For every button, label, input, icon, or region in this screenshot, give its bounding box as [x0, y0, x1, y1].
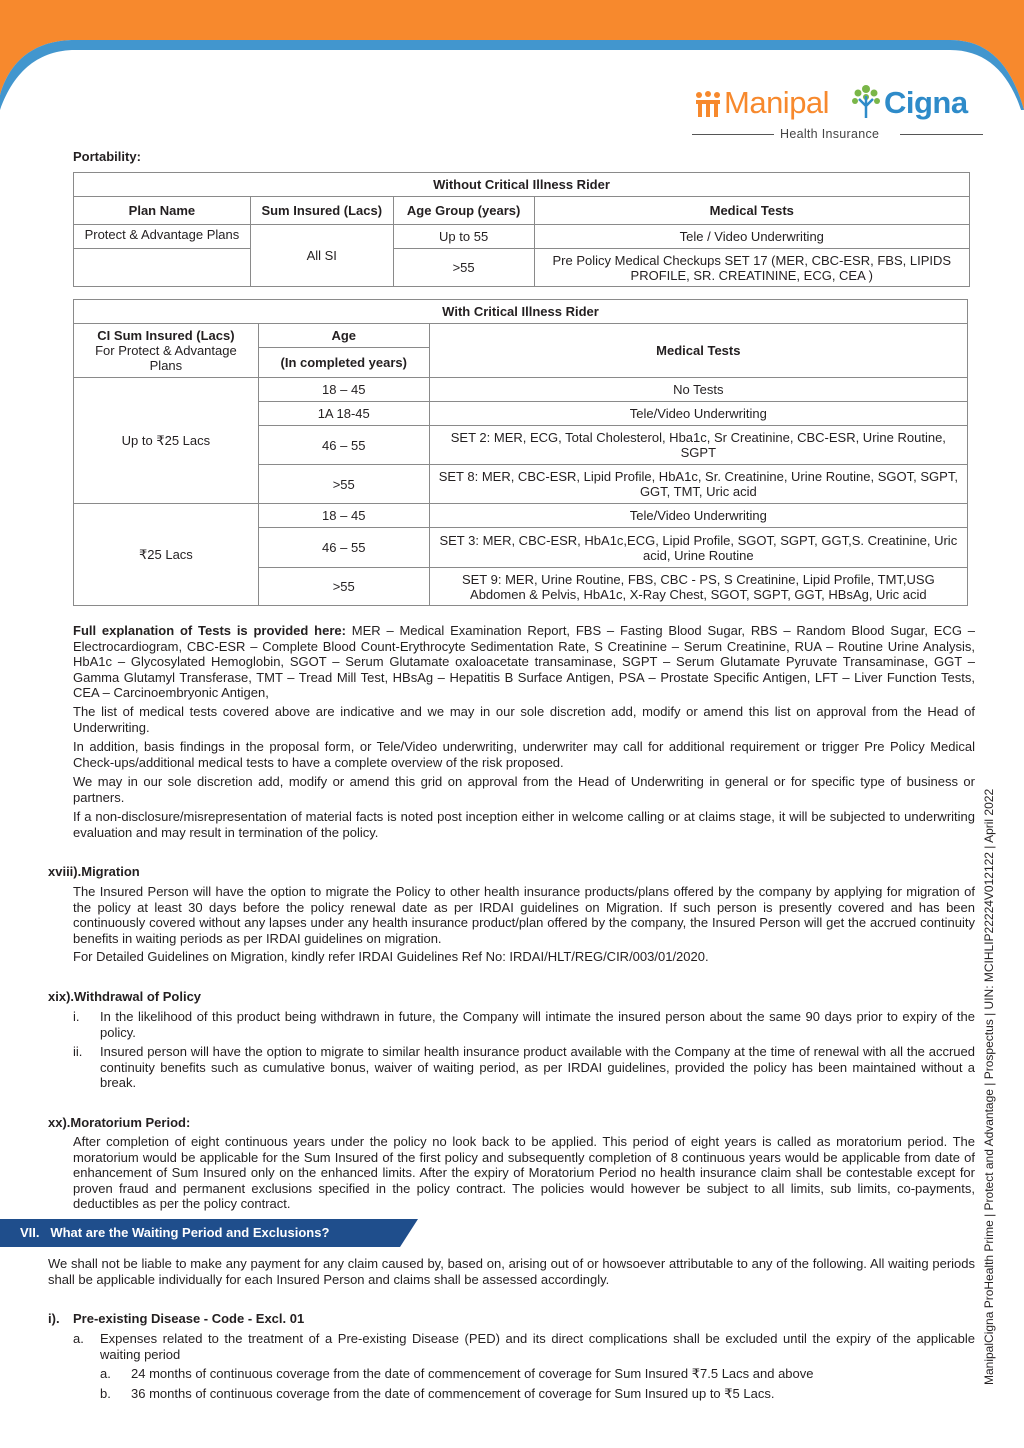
- table2-tests-header: Medical Tests: [429, 324, 967, 378]
- table2-age-cell: 18 – 45: [258, 504, 429, 528]
- table-without-ci: [73, 172, 970, 287]
- manipal-logo-icon: [694, 90, 722, 118]
- logo-subtitle: Health Insurance: [780, 127, 880, 141]
- table1-tests-cell: Tele / Video Underwriting: [534, 225, 969, 249]
- table2-age-cell: 1A 18-45: [258, 402, 429, 426]
- paragraph: After completion of eight continuous years under the policy no look back to be applied. This period of eight years is called as moratorium period. The moratorium would be applicable for the Sum Insured of the first policy and subsequently completion of 8 continuous years would be applicable from date of enhancement of Sum Insured only on the enhanced limits. After the expiry of Moratorium Period no health insurance claim shall be contestable except for proven fraud and permanent exclusions specified in the policy contract. The policies would however be subject to all limits, sub limits, co-payments, deductibles as per the policy contract.: [73, 1134, 975, 1211]
- table1-plan-cell-empty: [74, 249, 251, 287]
- withdrawal-heading: xix).Withdrawal of Policy: [48, 989, 202, 1004]
- table2-age-cell: 18 – 45: [258, 378, 429, 402]
- tests-explanation-text: MER – Medical Examination Report, FBS – Fasting Blood Sugar, RBS – Random Blood Sugar, ECG – Electrocardiogram, CBC-ESR – Complete Blood Count-Erythrocyte Sedimentation Rate, S Creatinine – Serum Creatinine, RUA – Routine Urine Analysis, HbA1c – Glycosylated Hemoglobin, SGOT – Serum Glutamate oxaloacetate transaminase, SGPT – Serum Glutamate Pyruvate Transaminase, GGT – Gamma Glutamyl Transferase, TMT – Tread Mill Test, HBsAg – Hepatitis B Surface Antigen, PSA – Prostate Specific Antigen, LFT – Liver Function Tests, CEA – Carcinoembryonic Antigen,: [73, 623, 975, 700]
- table1-header: Medical Tests: [534, 197, 969, 225]
- table2-tests-cell: No Tests: [429, 378, 967, 402]
- table2-caption: With Critical Illness Rider: [74, 300, 968, 324]
- logo-cigna-text: Cigna: [884, 85, 968, 120]
- table2-ci-subheader: For Protect & Advantage Plans: [95, 343, 237, 373]
- list-number: a.: [100, 1366, 111, 1381]
- list-item: Expenses related to the treatment of a Pre-existing Disease (PED) and its direct complications shall be excluded until the expiry of the applicable waiting period: [100, 1331, 975, 1362]
- table2-group-label: ₹25 Lacs: [74, 504, 259, 606]
- paragraph: We may in our sole discretion add, modify or amend this grid on approval from the Head of Underwriting in general or for specific type of business or partners.: [73, 774, 975, 805]
- list-item: 36 months of continuous coverage from the date of commencement of coverage for Sum Insured up to ₹5 Lacs.: [131, 1386, 775, 1401]
- list-item: 24 months of continuous coverage from the date of commencement of coverage for Sum Insured ₹7.5 Lacs and above: [131, 1366, 814, 1381]
- moratorium-heading: xx).Moratorium Period:: [48, 1115, 191, 1130]
- table2-tests-cell: SET 9: MER, Urine Routine, FBS, CBC - PS, S Creatinine, Lipid Profile, TMT,USG Abdomen & Pelvis, HbA1c, X-Ray Chest, SGOT, SGPT, GGT, HBsAg, Uric acid: [429, 568, 967, 606]
- table2-age-cell: 46 – 55: [258, 528, 429, 568]
- logo-manipal-text: Manipal: [724, 85, 830, 120]
- list-number: ii.: [73, 1044, 83, 1059]
- table1-header: Plan Name: [74, 197, 251, 225]
- table1-caption: Without Critical Illness Rider: [74, 173, 970, 197]
- table2-age-cell: >55: [258, 465, 429, 504]
- table2-age-subheader: (In completed years): [258, 348, 429, 378]
- table2-tests-cell: Tele/Video Underwriting: [429, 504, 967, 528]
- tests-explanation: [73, 623, 975, 701]
- list-item: In the likelihood of this product being withdrawn in future, the Company will intimate the insured person about the same 90 days prior to expiry of the policy.: [100, 1009, 975, 1040]
- manipal-cigna-logo: [690, 82, 985, 144]
- paragraph: We shall not be liable to make any payment for any claim caused by, based on, arising out of or howsoever attributable to any of the following. All waiting periods shall be applicable individually for each Insured Person and claims shall be assessed accordingly.: [48, 1256, 975, 1287]
- table2-age-cell: >55: [258, 568, 429, 606]
- side-document-id: ManipalCigna ProHealth Prime | Protect and Advantage | Prospectus | UIN: MCIHLIP22224V012122 | April 2022: [982, 788, 996, 1385]
- paragraph: For Detailed Guidelines on Migration, kindly refer IRDAI Guidelines Ref No: IRDAI/HLT/REG/CIR/003/01/2020.: [73, 949, 709, 964]
- table1-header: Age Group (years): [393, 197, 534, 225]
- ped-number: i).: [48, 1311, 60, 1326]
- table2-age-cell: 46 – 55: [258, 426, 429, 465]
- table2-group-label: Up to ₹25 Lacs: [74, 378, 259, 504]
- table1-plan-cell: Protect & Advantage Plans: [74, 225, 251, 249]
- list-number: a.: [73, 1331, 84, 1346]
- table1-si-cell: All SI: [250, 225, 393, 287]
- list-item: Insured person will have the option to migrate to similar health insurance product available with the Company at the time of renewal with all the accrued continuity benefits such as cumulative bonus, waiver of waiting period, as per IRDAI guidelines, provided the policy has been maintained without a break.: [100, 1044, 975, 1090]
- list-number: b.: [100, 1386, 111, 1401]
- paragraph: The list of medical tests covered above are indicative and we may in our sole discretion add, modify or amend this list on approval from the Head of Underwriting.: [73, 704, 975, 735]
- list-number: i.: [73, 1009, 80, 1024]
- tree-icon: [850, 82, 882, 120]
- section-title: VII. What are the Waiting Period and Exclusions?: [20, 1225, 330, 1240]
- table2-ci-header: CI Sum Insured (Lacs): [97, 328, 235, 343]
- paragraph: In addition, basis findings in the proposal form, or Tele/Video underwriting, underwriter may call for additional requirement or trigger Pre Policy Medical Check-ups/additional medical tests to have a complete overview of the risk proposed.: [73, 739, 975, 770]
- table1-age-cell: >55: [393, 249, 534, 287]
- paragraph: If a non-disclosure/misrepresentation of material facts is noted post inception either in welcome calling or at claims stage, it will be subjected to underwriting evaluation and may result in termination of the policy.: [73, 809, 975, 840]
- table2-tests-cell: SET 8: MER, CBC-ESR, Lipid Profile, HbA1c, Sr. Creatinine, Urine Routine, SGOT, SGPT, GGT, TMT, Uric acid: [429, 465, 967, 504]
- migration-heading: xviii).Migration: [48, 864, 140, 879]
- paragraph: The Insured Person will have the option to migrate the Policy to other health insurance products/plans offered by the company by applying for migration of the policy at least 30 days before the policy renewal date as per IRDAI guidelines on Migration. If such person is presently covered and has been continuously covered without any lapses under any health insurance product/plan offered by the company, the Insured Person will get the accrued continuity benefits in waiting periods as per IRDAI guidelines on migration.: [73, 884, 975, 946]
- table1-header: Sum Insured (Lacs): [250, 197, 393, 225]
- ped-heading: Pre-existing Disease - Code - Excl. 01: [73, 1311, 305, 1326]
- table2-tests-cell: SET 2: MER, ECG, Total Cholesterol, Hba1c, Sr Creatinine, CBC-ESR, Urine Routine, SGPT: [429, 426, 967, 465]
- table1-tests-cell: Pre Policy Medical Checkups SET 17 (MER, CBC-ESR, FBS, LIPIDS PROFILE, SR. CREATININE, ECG, CEA ): [534, 249, 969, 287]
- tests-explanation-lead: Full explanation of Tests is provided here:: [73, 623, 346, 638]
- section-banner-text-wrap: [0, 1219, 418, 1247]
- table1-age-cell: Up to 55: [393, 225, 534, 249]
- portability-title: Portability:: [73, 149, 141, 164]
- table-with-ci: [73, 299, 968, 606]
- table2-age-header: Age: [258, 324, 429, 348]
- table2-tests-cell: Tele/Video Underwriting: [429, 402, 967, 426]
- table2-tests-cell: SET 3: MER, CBC-ESR, HbA1c,ECG, Lipid Profile, SGOT, SGPT, GGT,S. Creatinine, Uric acid, Urine Routine: [429, 528, 967, 568]
